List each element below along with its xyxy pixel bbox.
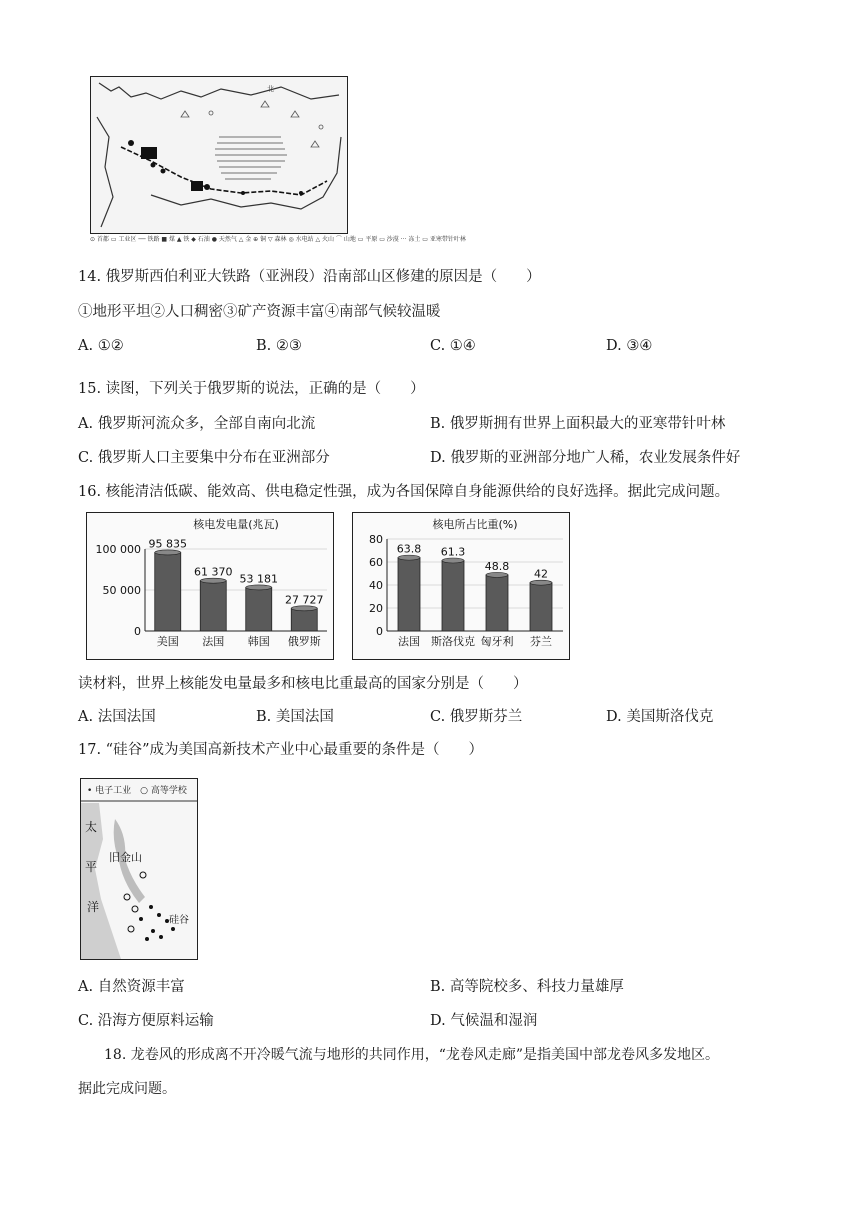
chart-0-bar bbox=[246, 587, 272, 631]
chart-1-category-label: 芬兰 bbox=[530, 635, 552, 648]
q14-stem: 14. 俄罗斯西伯利亚大铁路（亚洲段）沿南部山区修建的原因是（ ） bbox=[78, 269, 541, 285]
chart-0-value-label: 95 835 bbox=[148, 537, 187, 551]
sv-label-yang: 洋 bbox=[87, 900, 100, 914]
chart-0-bar-cap bbox=[155, 550, 181, 555]
chart-0-bar-cap bbox=[200, 578, 226, 583]
q15-stem: 15. 读图，下列关于俄罗斯的说法，正确的是（ ） bbox=[78, 381, 425, 397]
q15-option-a[interactable]: A. 俄罗斯河流众多，全部自南向北流 bbox=[78, 416, 316, 432]
silicon-valley-drawing bbox=[81, 779, 197, 959]
sv-label-siliconvalley: 硅谷 bbox=[169, 915, 189, 926]
chart-1-value-label: 48.8 bbox=[484, 559, 510, 573]
q15-option-d[interactable]: D. 俄罗斯的亚洲部分地广人稀，农业发展条件好 bbox=[430, 450, 741, 466]
chart-0-bar-cap bbox=[291, 606, 317, 611]
chart-0-value-label: 27 727 bbox=[285, 593, 324, 607]
chart-0-bar bbox=[155, 552, 181, 631]
chart-1-bar bbox=[398, 558, 420, 631]
q16-option-b[interactable]: B. 美国法国 bbox=[256, 709, 334, 725]
chart-1-title: 核电所占比重(%) bbox=[432, 518, 518, 531]
chart-0-value-label: 61 370 bbox=[194, 565, 233, 579]
silicon-valley-map bbox=[80, 778, 198, 960]
chart-0-title: 核电发电量(兆瓦) bbox=[193, 518, 279, 531]
chart-1-bar-cap bbox=[486, 572, 508, 577]
sv-legend: • 电子工业 ○ 高等学校 bbox=[87, 786, 187, 796]
chart-0-bar bbox=[291, 608, 317, 631]
chart-0-ytick: 50 000 bbox=[102, 584, 141, 597]
q18-line1: 18. 龙卷风的形成离不开冷暖气流与地形的共同作用，“龙卷风走廊”是指美国中部龙卷风多发地区。 bbox=[104, 1047, 720, 1063]
q16-option-d[interactable]: D. 美国斯洛伐克 bbox=[606, 709, 714, 725]
q16-stem: 16. 核能清洁低碳、能效高、供电稳定性强，成为各国保障自身能源供给的良好选择。据此完成问题。 bbox=[78, 484, 730, 500]
q17-option-a[interactable]: A. 自然资源丰富 bbox=[78, 979, 185, 995]
q17-stem: 17. “硅谷”成为美国高新技术产业中心最重要的条件是（ ） bbox=[78, 742, 483, 758]
q16-question: 读材料，世界上核能发电量最多和核电比重最高的国家分别是（ ） bbox=[78, 676, 528, 692]
chart-0-value-label: 53 181 bbox=[239, 572, 278, 586]
chart-1-value-label: 61.3 bbox=[440, 545, 466, 559]
chart-1-bar bbox=[486, 575, 508, 631]
chart-1-ytick: 20 bbox=[369, 602, 383, 615]
q15-option-c[interactable]: C. 俄罗斯人口主要集中分布在亚洲部分 bbox=[78, 450, 330, 466]
q17-option-d[interactable]: D. 气候温和湿润 bbox=[430, 1013, 538, 1029]
chart-1-ytick: 80 bbox=[369, 533, 383, 546]
q18-line2: 据此完成问题。 bbox=[78, 1081, 176, 1097]
chart-1-category-label: 匈牙利 bbox=[480, 635, 514, 648]
chart-1-bar-cap bbox=[442, 558, 464, 563]
sv-label-ping: 平 bbox=[85, 860, 98, 874]
chart-0-ytick: 0 bbox=[134, 625, 141, 638]
sv-label-sf: 旧金山 bbox=[109, 851, 142, 864]
q14-option-c[interactable]: C. ①④ bbox=[430, 338, 476, 354]
chart-1-category-label: 法国 bbox=[398, 635, 420, 648]
q14-option-a[interactable]: A. ①② bbox=[78, 338, 124, 354]
q17-option-c[interactable]: C. 沿海方便原料运输 bbox=[78, 1013, 214, 1029]
sv-label-tai: 太 bbox=[85, 820, 98, 834]
chart-1-ytick: 40 bbox=[369, 579, 383, 592]
chart-0-bar-cap bbox=[246, 585, 272, 590]
russia-map-legend: ⊙ 首都 ▭ 工业区 ── 铁路 ■ 煤 ▲ 铁 ◆ 石油 ● 天然气 △ 金 ⊕ 铜 ▽ 森林 ◎ 水电站 △ 火山 ⌒ 山地 ▭ 平原 ▭ 沙漠 ··· 冻土 ▭ 亚寒带针叶林 bbox=[90, 236, 466, 243]
q16-option-c[interactable]: C. 俄罗斯芬兰 bbox=[430, 709, 523, 725]
chart-0-category-label: 美国 bbox=[156, 635, 179, 648]
chart-1-value-label: 63.8 bbox=[396, 542, 422, 556]
chart-0-ytick: 100 000 bbox=[95, 543, 141, 556]
q15-option-b[interactable]: B. 俄罗斯拥有世界上面积最大的亚寒带针叶林 bbox=[430, 416, 726, 432]
chart-0-category-label: 法国 bbox=[202, 635, 225, 648]
chart-1-bar bbox=[530, 583, 552, 631]
chart-1-ytick: 60 bbox=[369, 556, 383, 569]
chart-0-bar bbox=[200, 581, 226, 631]
nuclear-share-svg bbox=[353, 513, 569, 659]
nuclear-output-chart bbox=[86, 512, 334, 660]
q14-statements: ①地形平坦②人口稠密③矿产资源丰富④南部气候较温暖 bbox=[78, 304, 441, 320]
q14-option-d[interactable]: D. ③④ bbox=[606, 338, 653, 354]
q17-option-b[interactable]: B. 高等院校多、科技力量雄厚 bbox=[430, 979, 624, 995]
chart-0-category-label: 俄罗斯 bbox=[287, 635, 321, 648]
chart-1-value-label: 42 bbox=[534, 567, 548, 581]
q14-option-b[interactable]: B. ②③ bbox=[256, 338, 302, 354]
chart-1-ytick: 0 bbox=[376, 625, 383, 638]
chart-1-bar-cap bbox=[398, 555, 420, 560]
nuclear-output-svg bbox=[87, 513, 333, 659]
russia-map-figure bbox=[90, 76, 348, 234]
chart-1-bar bbox=[442, 561, 464, 631]
q16-option-a[interactable]: A. 法国法国 bbox=[78, 709, 156, 725]
chart-1-bar-cap bbox=[530, 580, 552, 585]
chart-0-category-label: 韩国 bbox=[247, 635, 270, 648]
chart-1-category-label: 斯洛伐克 bbox=[431, 635, 475, 648]
russia-map-drawing bbox=[91, 77, 347, 233]
svg-text:北: 北 bbox=[267, 85, 274, 93]
nuclear-share-chart bbox=[352, 512, 570, 660]
